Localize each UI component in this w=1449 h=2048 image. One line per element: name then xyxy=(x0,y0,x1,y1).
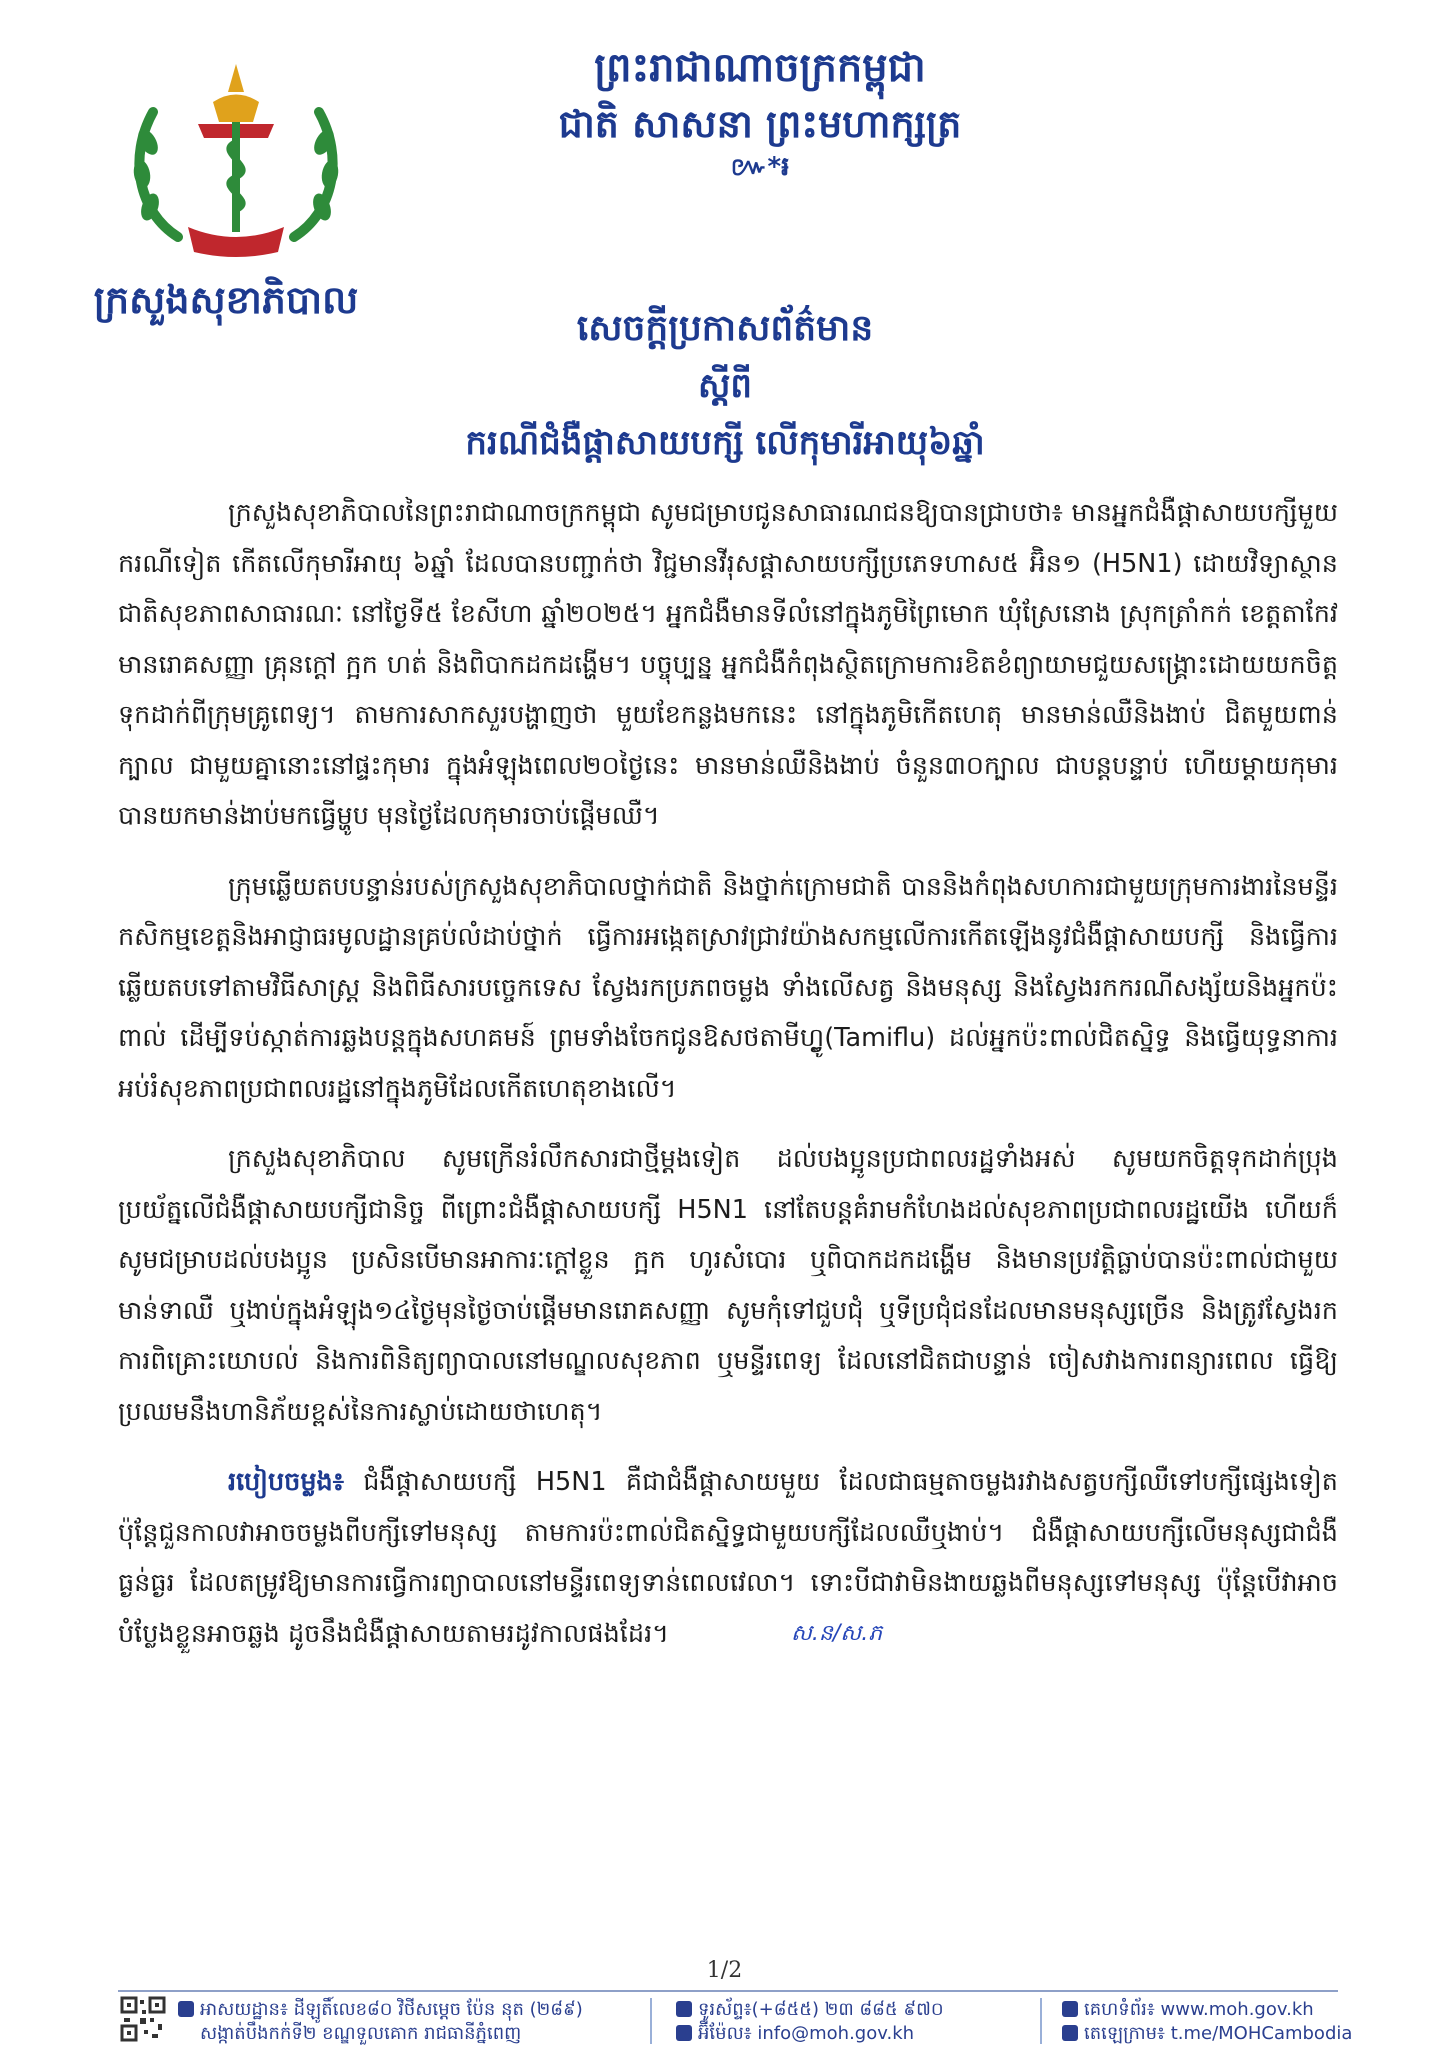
location-icon xyxy=(178,2001,194,2017)
ministry-emblem-icon xyxy=(118,62,354,262)
document-title: ករណីជំងឺផ្ដាសាយបក្សី លើកុមារីអាយុ៦ឆ្នាំ xyxy=(465,423,985,463)
website-label: គេហទំព័រ៖ xyxy=(1084,1999,1155,2020)
footer-web xyxy=(1062,1998,1362,2046)
footer-contact xyxy=(676,1998,1006,2046)
paragraph-1: ក្រសួងសុខាភិបាលនៃព្រះរាជាណាចក្រកម្ពុជា សូមជម្រាបជូនសាធារណជនឱ្យបានជ្រាបថា៖ មានអ្នកជំងឺផ្ដាសាយបក្សីមួយករណីទៀត កើតលើកុមារីអាយុ ៦ឆ្នាំ ដែលបានបញ្ជាក់ថា វិជ្ជមានវីរុសផ្ដាសាយបក្សីប្រភេទហាស៥ អ៊ិន១ (H5N1) ដោយវិទ្យាស្ថានជាតិសុខភាពសាធារណៈ នៅថ្ងៃទី៥ ខែសីហា ឆ្នាំ២០២៥។ អ្នកជំងឺមានទីលំនៅក្នុងភូមិព្រៃមោក ឃុំស្រែនោង ស្រុកត្រាំកក់ ខេត្តតាកែវ មានរោគសញ្ញា គ្រុនក្ដៅ ក្អក ហត់ និងពិបាកដកដង្ហើម។ បច្ចុប្បន្ន អ្នកជំងឺកំពុងស្ថិតក្រោមការខិតខំព្យាយាមជួយសង្គ្រោះដោយយកចិត្តទុកដាក់ពីក្រុមគ្រូពេទ្យ។ តាមការសាកសួរបង្ហាញថា មួយខែកន្លងមកនេះ នៅក្នុងភូមិកើតហេតុ មានមាន់ឈឺនិងងាប់ ជិតមួយពាន់ក្បាល ជាមួយគ្នានោះនៅផ្ទះកុមារ ក្នុងអំឡុងពេល២០ថ្ងៃនេះ មានមាន់ឈឺនិងងាប់ ចំនួន៣០ក្បាល ជាបន្តបន្ទាប់ ហើយម្ដាយកុមារបានយកមាន់ងាប់មកធ្វើម្ហូប មុនថ្ងៃដែលកុមារចាប់ផ្ដើមឈឺ។ xyxy=(118,498,1338,831)
email-address[interactable]: info@moh.gov.kh xyxy=(757,2023,915,2044)
globe-icon xyxy=(1062,2001,1078,2017)
telegram-link[interactable]: t.me/MOHCambodia xyxy=(1170,2023,1353,2044)
telegram-icon xyxy=(1062,2025,1078,2041)
email-label: អ៊ីម៉ែល៖ xyxy=(698,2023,752,2044)
kingdom-name: ព្រះរាជាណាចក្រកម្ពុជា xyxy=(594,45,926,91)
phone-number: (+៨៥៥) ២៣ ៨៨៥ ៩៧០ xyxy=(751,1999,944,2020)
footer-divider xyxy=(118,1990,1338,1992)
address-line-2: សង្កាត់បឹងកក់ទី២ ខណ្ឌទួលគោក រាជធានីភ្នំពេញ xyxy=(200,2023,522,2044)
paragraph-3: ក្រសួងសុខាភិបាល សូមក្រើនរំលឹកសារជាថ្មីម្ដងទៀត ដល់បងប្អូនប្រជាពលរដ្ឋទាំងអស់ សូមយកចិត្តទុកដាក់ប្រុងប្រយ័ត្នលើជំងឺផ្ដាសាយបក្សីជានិច្ច ពីព្រោះជំងឺផ្ដាសាយបក្សី H5N1 នៅតែបន្តគំរាមកំហែងដល់សុខភាពប្រជាពលរដ្ឋយើង ហើយក៏សូមជម្រាបដល់បងប្អូន ប្រសិនបើមានអាការៈក្ដៅខ្លួន ក្អក ហូរសំបោរ ឬពិបាកដកដង្ហើម និងមានប្រវត្តិធ្លាប់បានប៉ះពាល់ជាមួយមាន់ទាឈឺ ឬងាប់ក្នុងអំឡុង១៤ថ្ងៃមុនថ្ងៃចាប់ផ្ដើមមានរោគសញ្ញា សូមកុំទៅជួបជុំ ឬទីប្រជុំជនដែលមានមនុស្សច្រើន និងត្រូវស្វែងរកការពិគ្រោះយោបល់ និងការពិនិត្យព្យាបាលនៅមណ្ឌលសុខភាព ឬមន្ទីរពេទ្យ ដែលនៅជិតជាបន្ទាន់ ចៀសវាងការពន្យារពេល ធ្វើឱ្យប្រឈមនឹងហានិភ័យខ្ពស់នៃការស្លាប់ដោយថាហេតុ។ xyxy=(118,1144,1338,1427)
kingdom-motto-block xyxy=(480,40,1040,182)
ministry-name: ក្រសួងសុខាភិបាល xyxy=(93,278,359,322)
handwritten-initials: ស.ន/ស.ភ xyxy=(790,1621,883,1647)
document-type: សេចក្ដីប្រកាសព័ត៌មាន xyxy=(576,308,874,349)
address-line-1: ដីឡូតិ៍លេខ៨០ វិថីសម្ដេច ប៉ែន នុត (២៨៩) xyxy=(293,1999,583,2020)
footer-separator xyxy=(650,1998,652,2044)
telegram-label: តេឡេក្រាម៖ xyxy=(1084,2023,1165,2044)
address-label: អាសយដ្ឋាន៖ xyxy=(200,1999,288,2020)
page-number: 1/2 xyxy=(706,1958,743,1983)
website-link[interactable]: www.moh.gov.kh xyxy=(1160,1999,1314,2020)
paragraph-4-text: ជំងឺផ្ដាសាយបក្សី H5N1 គឺជាជំងឺផ្ដាសាយមួយ ដែលជាធម្មតាចម្លងរវាងសត្វបក្សីឈឺទៅបក្សីផ្សេងទៀត ប៉ុន្តែជួនកាលវាអាចចម្លងពីបក្សីទៅមនុស្ស តាមការប៉ះពាល់ជិតស្និទ្ធជាមួយបក្សីដែលឈឺឬងាប់។ ជំងឺផ្ដាសាយបក្សីលើមនុស្សជាជំងឺធ្ងន់ធ្ងរ ដែលតម្រូវឱ្យមានការធ្វើការព្យាបាលនៅមន្ទីរពេទ្យទាន់ពេលវេលា។ ទោះបីជាវាមិនងាយឆ្លងពីមនុស្សទៅមនុស្ស ប៉ុន្តែបើវាអាចបំប្លែងខ្លួនអាចឆ្លង ដូចនឹងជំងឺផ្ដាសាយតាមរដូវកាលផងដែរ។ xyxy=(118,1467,1338,1649)
paragraph-4 xyxy=(118,1457,1338,1660)
national-motto: ជាតិ សាសនា ព្រះមហាក្សត្រ xyxy=(558,102,962,146)
title-subject-label: ស្ដីពី xyxy=(698,366,752,406)
footer-address xyxy=(178,1998,628,2046)
document-title-block xyxy=(300,300,1150,472)
document-body xyxy=(118,488,1338,1680)
footer-separator xyxy=(1040,1998,1042,2044)
qr-code-icon xyxy=(120,1996,166,2042)
phone-label: ទូរស័ព្ទ៖ xyxy=(698,1999,752,2020)
transmission-label: របៀបចម្លង៖ xyxy=(228,1467,344,1497)
phone-icon xyxy=(676,2001,692,2017)
paragraph-2: ក្រុមឆ្លើយតបបន្ទាន់របស់ក្រសួងសុខាភិបាលថ្នាក់ជាតិ និងថ្នាក់ក្រោមជាតិ បាននិងកំពុងសហការជាមួយក្រុមការងារនៃមន្ទីរកសិកម្មខេត្តនិងអាជ្ញាធរមូលដ្ឋានគ្រប់លំដាប់ថ្នាក់ ធ្វើការអង្កេតស្រាវជ្រាវយ៉ាងសកម្មលើការកើតឡើងនូវជំងឺផ្ដាសាយបក្សី និងធ្វើការឆ្លើយតបទៅតាមវិធីសាស្ត្រ និងពិធីសារបច្ចេកទេស ស្វែងរកប្រភពចម្លង ទាំងលើសត្វ និងមនុស្ស និងស្វែងរកករណីសង្ស័យនិងអ្នកប៉ះពាល់ ដើម្បីទប់ស្កាត់ការឆ្លងបន្តក្នុងសហគមន៍ ព្រមទាំងចែកជូនឱសថតាមីហ្វ្លូ(Tamiflu) ដល់អ្នកប៉ះពាល់ជិតស្និទ្ធ និងធ្វើយុទ្ធនាការអប់រំសុខភាពប្រជាពលរដ្ឋនៅក្នុងភូមិដែលកើតហេតុខាងលើ។ xyxy=(118,871,1338,1104)
ornament-divider: ៚*៛ xyxy=(730,152,790,182)
email-icon xyxy=(676,2025,692,2041)
